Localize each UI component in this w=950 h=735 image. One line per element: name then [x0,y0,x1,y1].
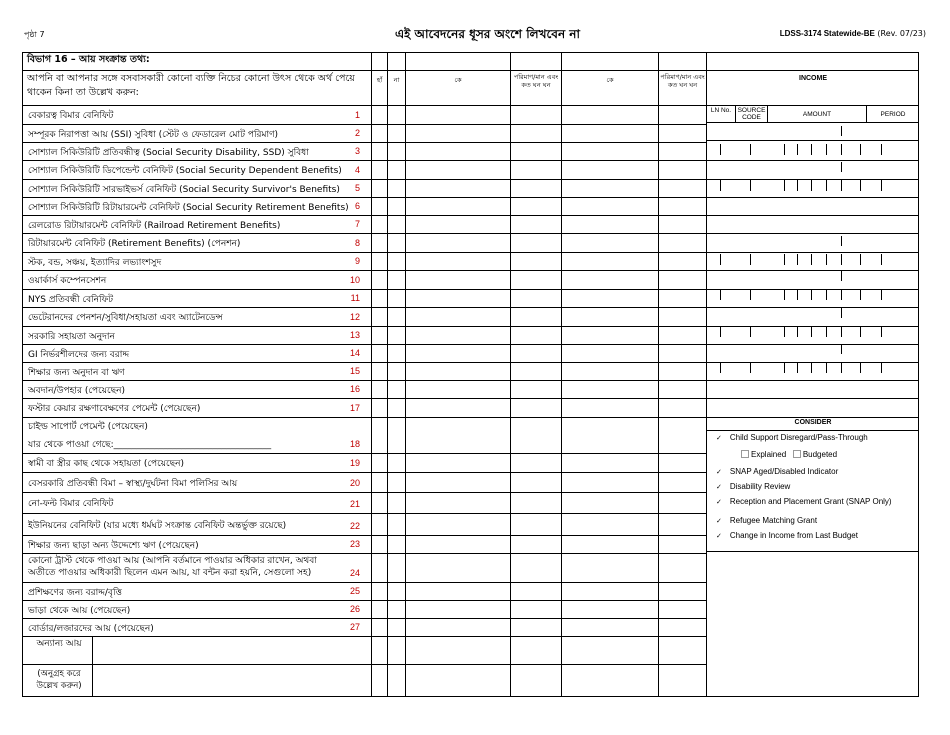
income-entry-rule [706,215,919,216]
row-label: ইউনিয়নের বেনিফিট (যার মধ্যে ধর্মঘট সংক্রান্ত বেনিফিট অন্তর্ভুক্ত রয়েছে) [28,520,287,531]
income-entry-rule [706,344,919,345]
table-row [26,215,371,233]
table-row [26,252,371,270]
entry-tick [881,289,882,300]
explained-label: Explained [751,450,787,459]
consider-title: CONSIDER [794,419,832,426]
table-row [26,553,371,582]
table-row [26,344,371,362]
entry-tick [841,308,842,318]
entry-tick [826,180,827,191]
entry-tick [750,144,751,155]
table-row [26,453,371,472]
entry-tick [841,236,842,246]
page-number: পৃষ্ঠা 7 [24,30,45,39]
entry-tick [720,180,721,191]
entry-tick [860,180,861,191]
entry-tick [811,180,812,191]
entry-tick [797,326,798,337]
entry-tick [826,326,827,337]
entry-tick [826,362,827,373]
row-label: সম্পূরক নিরাপত্তা আয় (SSI) সুবিধা (স্টেট ও ফেডারেল মোট পরিমাণ) [28,129,279,140]
consider-item [716,467,838,476]
other-income-rule [22,664,707,665]
consider-item [716,482,790,491]
entry-tick [784,144,785,155]
table-row [26,197,371,215]
table-row [26,417,371,453]
row-number: 23 [349,539,360,549]
table-row [26,398,371,417]
budgeted-checkbox[interactable] [793,450,801,458]
row-label: বেকারত্ব বিমার বেনিফিট [28,111,114,121]
table-row [26,142,371,160]
income-entry-rule [706,270,919,271]
consider-item-label: SNAP Aged/Disabled Indicator [729,467,839,476]
entry-tick [784,180,785,191]
entry-tick [860,362,861,373]
row-number: 9 [354,256,360,266]
row-number: 18 [349,439,360,449]
income-entry-rule [706,398,919,399]
column-rule [658,52,659,697]
row-number: 14 [349,348,360,358]
row-label: GI নির্ভরশীলদের জন্য বরাদ্দ [28,349,129,360]
entry-tick [797,362,798,373]
entry-tick [841,254,842,265]
row-number: 17 [349,403,360,413]
entry-tick [750,289,751,300]
row-label: স্বামী বা স্ত্রীর কাছ থেকে সহায়তা (পেয়েছেন) [28,459,185,469]
col-amount-frequency-2: পরিমাণ/মান এবং কত ঘন ঘন [660,73,705,89]
entry-tick [881,180,882,191]
income-entry-rule [706,160,919,161]
entry-tick [720,362,721,373]
table-row [26,233,371,252]
table-row [26,179,371,197]
entry-tick [881,254,882,265]
consider-item-label: Reception and Placement Grant (SNAP Only) [729,497,892,506]
checkmark-icon: ✓ [716,533,722,540]
row-number: 26 [349,604,360,614]
table-row [26,582,371,600]
income-entry-rule [706,289,919,290]
row-label: সোশ্যাল সিকিউরিটি ডিপেন্ডেন্ট বেনিফিট (Social Security Dependent Benefits) [28,166,342,176]
table-row [26,289,371,307]
form-code [780,29,926,38]
income-entry-rule [706,326,919,327]
income-panel-rule [706,70,919,71]
entry-tick [881,362,882,373]
explained-checkbox[interactable] [741,450,749,458]
row-label: ওয়ার্কার্স কম্পেনসেশন [28,276,107,286]
row-label: কোনো ট্রাস্ট থেকে পাওয়া আয় (আপনি বর্তমানে পাওয়ার অধিকার রাখেন, অথবা অতীতে পাওয়ার অধিকারী ছিলেন এমন আয়, যা বন্টন করা হয়নি, সেগুলো সহ) [28,556,317,578]
col-amount-frequency-1: পরিমাণ/মান এবং কত ঘন ঘন [513,73,559,89]
section-intro: আপনি বা আপনার সঙ্গে বসবাসকারী কোনো ব্যক্তি নিচের কোনো উৎস থেকে অর্থ পেয়ে থাকেন কিনা তা উল্লেখ করুন: [27,73,355,98]
entry-tick [797,289,798,300]
page-title: এই আবেদনের ধূসর অংশে লিখবেন না [395,27,580,41]
entry-tick [841,144,842,155]
row-number: 2 [354,128,360,138]
row-number: 5 [354,183,360,193]
row-label: প্রশিক্ষণের জন্য বরাদ্দ/বৃত্তি [28,587,122,598]
income-entry-rule [706,140,919,141]
entry-tick [797,144,798,155]
column-rule [405,52,406,697]
row-number: 21 [349,499,360,509]
row-number: 7 [354,219,360,229]
row-number: 22 [349,521,360,531]
consider-item-label: Child Support Disregard/Pass-Through [729,433,868,442]
income-panel-rule [706,105,919,106]
row-number: 19 [349,458,360,468]
table-row [26,124,371,142]
entry-tick [784,254,785,265]
row-label: NYS প্রতিবন্ধী বেনিফিট [28,294,114,305]
entry-tick [860,254,861,265]
row-label: স্টক, বন্ড, সঞ্চয়, ইত্যাদির লভ্যাংশসুদ [28,257,162,268]
entry-tick [720,254,721,265]
row-label: ভাড়া থেকে আয় (পেয়েছেন) [28,605,131,616]
budgeted-label: Budgeted [802,450,838,459]
entry-tick [860,326,861,337]
table-row [26,535,371,553]
entry-tick [841,180,842,191]
row-number: 8 [354,238,360,248]
consider-rule [706,430,919,431]
entry-tick [841,126,842,136]
row-label: সরকারি সহায়তা অনুদান [28,331,115,342]
consider-item [716,497,892,506]
entry-tick [841,162,842,172]
entry-tick [841,344,842,354]
entry-tick [784,362,785,373]
table-row [26,380,371,398]
entry-tick [841,289,842,300]
entry-tick [860,289,861,300]
child-support-source: যার থেকে পাওয়া গেছে:___________________________________ [28,440,272,450]
entry-tick [750,362,751,373]
entry-tick [797,180,798,191]
entry-tick [784,289,785,300]
column-rule [371,52,372,697]
row-number: 24 [349,568,360,578]
entry-tick [750,180,751,191]
row-number: 16 [349,384,360,394]
entry-tick [860,144,861,155]
row-number: 27 [349,622,360,632]
row-number: 15 [349,366,360,376]
income-entry-rule [706,252,919,253]
table-row [26,160,371,179]
income-entry-rule [706,307,919,308]
row-label: বেসরকারি প্রতিবন্ধী বিমা – স্বাস্থ্য/দুর্ঘটনা বিমা পলিসির আয় [28,478,238,489]
entry-tick [811,144,812,155]
income-title: INCOME [799,75,827,82]
checkmark-icon: ✓ [716,435,722,442]
column-rule [387,52,388,697]
entry-tick [826,254,827,265]
explained-budgeted-options [741,450,837,459]
entry-tick [841,271,842,281]
table-row [26,618,371,636]
row-number: 12 [349,312,360,322]
checkmark-icon: ✓ [716,518,722,525]
table-row [26,513,371,535]
col-who-2: কে [606,76,614,84]
consider-item [716,516,817,525]
entry-tick [720,289,721,300]
income-panel-rule [706,122,919,123]
entry-tick [720,326,721,337]
income-entry-rule [706,362,919,363]
amount-header: AMOUNT [802,111,832,118]
table-row [26,492,371,513]
entry-tick [750,326,751,337]
row-label: সোশ্যাল সিকিউরিটি রিটায়ারমেন্ট বেনিফিট (Social Security Retirement Benefits) [28,202,349,213]
entry-tick [811,254,812,265]
row-number: 11 [350,293,360,303]
form-revision: (Rev. 07/23) [877,29,926,38]
entry-tick [841,326,842,337]
checkmark-icon: ✓ [716,484,722,491]
entry-tick [841,362,842,373]
row-label: সোশ্যাল সিকিউরিটি সারভাইভর্স বেনিফিট (Social Security Survivor's Benefits) [28,184,340,195]
other-income-note: (অনুগ্রহ করে উল্লেখ করুন) [36,669,82,691]
consider-item-label: Disability Review [729,482,791,491]
other-income-title: অন্যান্য আয় [36,639,82,649]
column-rule [706,52,707,697]
row-label: শিক্ষার জন্য ছাড়া অন্য উদ্দেশ্যে ঋণ (পেয়েছেন) [28,540,199,551]
col-who-1: কে [454,76,462,84]
col-no: না [393,76,400,84]
col-yes: হাঁ [376,76,383,84]
period-header: PERIOD [880,111,906,118]
row-label: শিক্ষার জন্য অনুদান বা ঋণ [28,367,125,378]
row-number: 10 [349,275,360,285]
row-number: 6 [354,201,360,211]
entry-tick [750,254,751,265]
column-rule [561,52,562,697]
table-row [26,600,371,618]
row-label: অবদান/উপহার (পেয়েছেন) [28,385,125,396]
row-label: সোশ্যাল সিকিউরিটি প্রতিবন্ধীত্ব (Social Security Disability, SSD) সুবিধা [28,147,309,158]
entry-tick [811,362,812,373]
row-number: 4 [354,165,360,175]
section-title: বিভাগ 16 – আয় সংক্রান্ত তথ্য: [27,54,150,65]
income-entry-rule [706,197,919,198]
entry-tick [826,144,827,155]
row-number: 13 [349,330,360,340]
income-entry-rule [706,380,919,381]
consider-rule [706,417,919,418]
row-number: 25 [349,586,360,596]
row-label: রেলরোড রিটায়ারমেন্ট বেনিফিট (Railroad Retirement Benefits) [28,220,281,231]
column-rule [510,52,511,697]
table-row [26,362,371,380]
entry-tick [811,326,812,337]
entry-tick [784,326,785,337]
checkmark-icon: ✓ [716,469,722,476]
row-label: ভেটেরানদের পেনশন/সুবিধা/সহায়তা এবং অ্যাটেনডেন্স [28,313,223,323]
consider-item-label: Refugee Matching Grant [729,516,818,525]
consider-item [716,531,858,540]
table-row [26,326,371,344]
consider-item-label: Change in Income from Last Budget [729,531,858,540]
form-id: LDSS-3174 Statewide-BE [779,29,875,38]
table-row [26,270,371,289]
entry-tick [797,254,798,265]
row-number: 3 [354,146,360,156]
income-entry-rule [706,233,919,234]
entry-tick [811,289,812,300]
source-code-header: SOURCE CODE [737,107,766,121]
income-entry-rule [706,179,919,180]
table-row [26,472,371,492]
entry-tick [826,289,827,300]
row-label: ফস্টার কেয়ার রক্ষণাবেক্ষণের পেমেন্ট (পেয়েছেন) [28,404,201,414]
table-row [26,105,371,124]
other-income-column-rule [92,636,93,697]
row-number: 1 [354,110,360,120]
row-label: রিটায়ারমেন্ট বেনিফিট (Retirement Benefits) (পেনশন) [28,239,241,249]
entry-tick [720,144,721,155]
row-label: চাইল্ড সাপোর্ট পেমেন্ট (পেয়েছেন) [28,422,148,432]
consider-item [716,433,868,442]
consider-rule [706,551,919,552]
ln-no-header: LN No. [710,107,732,114]
row-label: বোর্ডার/লজারদের আয় (পেয়েছেন) [28,623,154,634]
row-label: নো-ফল্ট বিমার বেনিফিট [28,499,114,509]
table-row [26,307,371,326]
entry-tick [881,144,882,155]
checkmark-icon: ✓ [716,499,722,506]
row-rule [22,636,707,637]
entry-tick [881,326,882,337]
row-number: 20 [349,478,360,488]
